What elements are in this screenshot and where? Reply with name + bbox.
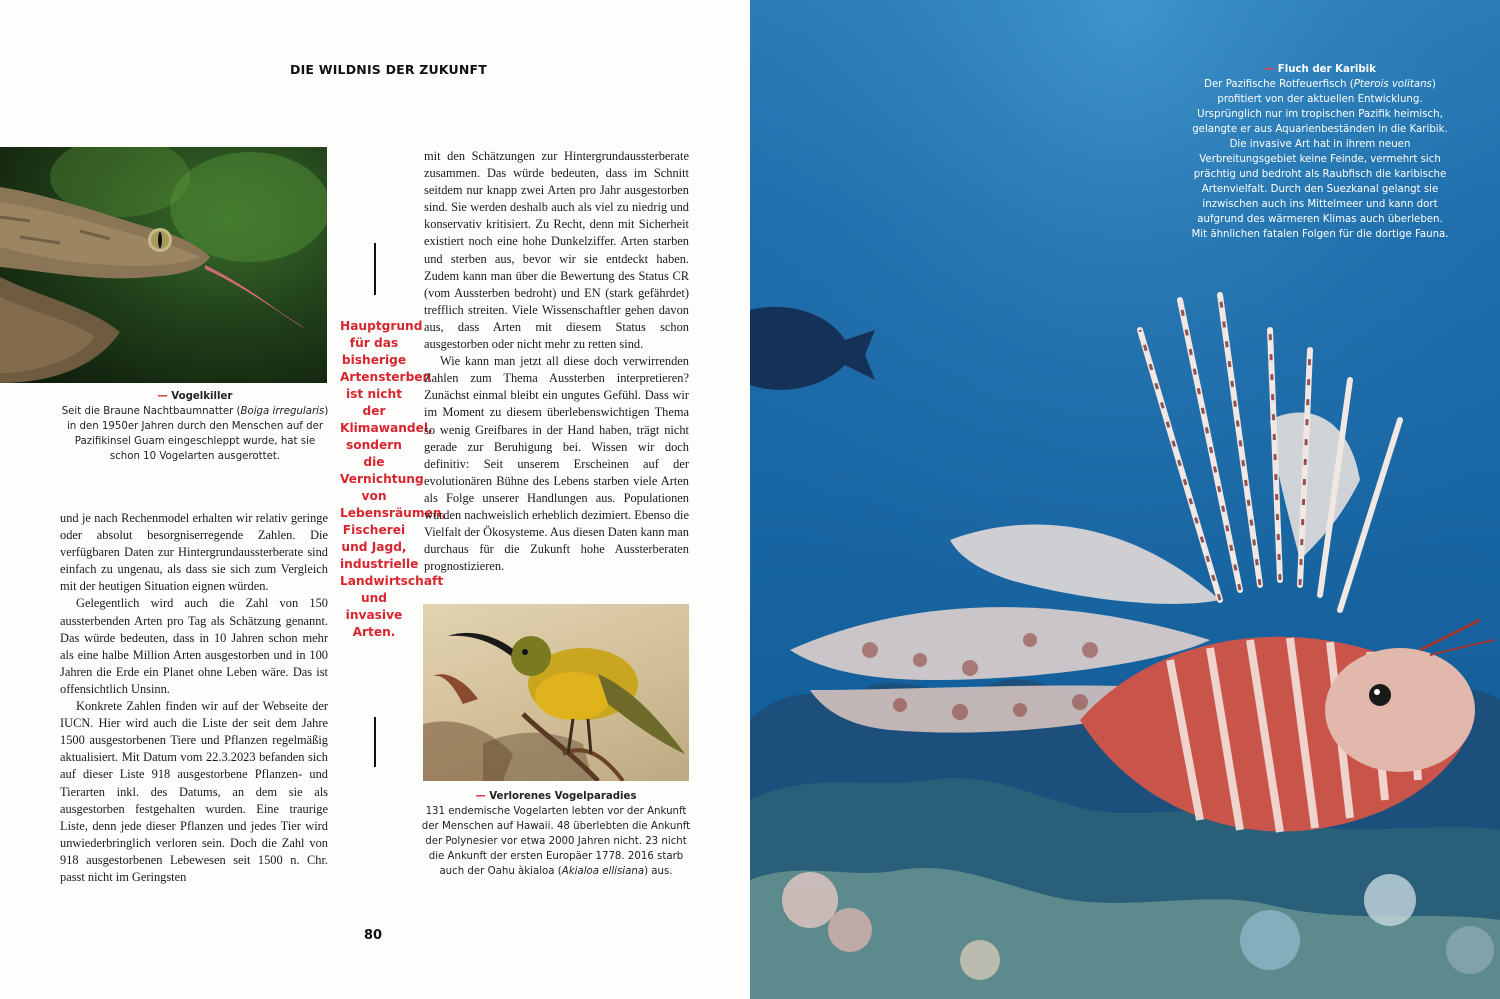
body-paragraph: und je nach Rechenmodel erhalten wir relativ geringe oder absolut besorgniserregende Zahlen. Die verfügbaren Daten zur Hintergrundaussterberate sind einfach zu ungenau, als dass sie sich zum Vergleich mit der heutigen Situation eignen würden. (60, 511, 328, 594)
bird-illustration (423, 604, 689, 781)
lionfish-caption (1188, 62, 1452, 242)
snake-caption-dash: — (157, 391, 168, 402)
snake-caption-species: Boiga irregularis (240, 406, 325, 417)
body-paragraph: mit den Schätzungen zur Hintergrundaussterberate zusammen. Das würde bedeuten, dass im Schnitt seitdem nur knapp zwei Arten pro Jahr ausgestorben sind. Sie werden deshalb auch als viel zu niedrig und konservativ kritisiert. Zu Recht, denn mit Sicherheit existiert noch eine hohe Dunkelziffer. Arten starben und sterben aus, bevor wir sie entdeckt haben. Zudem kann man über die Bewertung des Status CR (vom Aussterben bedroht) und EN (stark gefährdet) trefflich streiten. Viele Wissenschaftler gehen davon aus, dass Arten mit diesem Status schon ausgestorben oder nicht mehr zu retten sind. (424, 149, 689, 352)
body-column-right (424, 148, 689, 575)
lionfish-caption-heading (1188, 62, 1452, 77)
bird-photo (423, 604, 689, 781)
bird-caption-title: Verlorenes Vogelparadies (489, 791, 637, 802)
body-paragraph: Konkrete Zahlen finden wir auf der Webseite der IUCN. Hier wird auch die Liste der seit dem Jahre 1500 ausgestorbenen Tiere und Pflanzen regelmäßig aktualisiert. Mit Datum vom 22.3.2023 befanden sich auf dieser Liste 918 ausgestorbene Pflanzen- und Tierarten inkl. des Datums, an dem sie als ausgestorben festgehalten wurden. Eine traurige Liste, denn jede dieser Pflanzen und jedes Tier wird unwiederbringlich verloren sein. Doch die Zahl von 918 ausgestorbenen Lebewesen seit 1500 n. Chr. passt nicht im Geringsten (60, 699, 328, 884)
lionfish-caption-species: Pterois volitans (1353, 79, 1432, 90)
bird-caption (418, 789, 694, 879)
pull-quote-rule-bottom (374, 717, 376, 767)
body-paragraph: Wie kann man jetzt all diese doch verwirrenden Zahlen zum Thema Aussterben interpretieren? Zunächst einmal bleibt ein ungutes Gefühl. Dass wir im Moment zu diesem überlebenswichtigen Thema so wenig Greifbares in der Hand haben, trägt nicht gerade zur Beruhigung bei. Wissen wir doch definitiv: Seit unserem Erscheinen auf der evolutionären Bühne des Lebens starben viele Arten als Folge unserer Handlungen aus. Populationen wurden nachweislich erheblich dezimiert. Ebenso die Vielfalt der Ökosysteme. Aus diesen Daten kann man durchaus für die Zukunft hohe Aussterberaten prognostizieren. (424, 354, 689, 574)
snake-caption (60, 389, 330, 464)
lionfish-caption-title: Fluch der Karibik (1277, 64, 1376, 75)
snake-caption-text-end: ) in den 1950er Jahren durch den Menschen auf der Pazifikinsel Guam eingeschleppt wurde, hat sie schon 10 Vogelarten ausgerottet. (66, 406, 329, 462)
running-head: DIE WILDNIS DER ZUKUNFT (290, 62, 488, 77)
lionfish-caption-text: Der Pazifische Rotfeuerfisch ( (1204, 79, 1354, 90)
lionfish-caption-text-end: ) profitiert von der aktuellen Entwicklung. Ursprünglich nur im tropischen Pazifik heimisch, gelangte er aus Aquarienbeständen in die Karibik. Die invasive Art hat in ihrem neuen Verbreitungsgebiet keine Feinde, vermehrt sich prächtig und bedroht als Raubfisch die karibische Artenvielfalt. Durch den Suezkanal gelangt sie inzwischen auch ins Mittelmeer und kann dort aufgrund des wärmeren Klimas auch überleben. Mit ähnlichen fatalen Folgen für die dortige Fauna. (1191, 79, 1449, 240)
lionfish-caption-dash: — (1264, 64, 1275, 75)
pull-quote-rule-top (374, 243, 376, 295)
snake-photo (0, 147, 327, 383)
snake-illustration (0, 147, 327, 383)
bird-caption-text-end: ) aus. (644, 866, 673, 877)
snake-caption-title: Vogelkiller (171, 391, 233, 402)
snake-caption-heading (60, 389, 330, 404)
snake-caption-text: Seit die Braune Nachtbaumnatter ( (61, 406, 241, 417)
bird-caption-text: 131 endemische Vogelarten lebten vor der Ankunft der Menschen auf Hawaii. 48 überlebten die Ankunft der Polynesier vor etwa 2000 Jahren nicht. 23 nicht die Ankunft der ersten Europäer 1778. 2016 starb auch der Oahu àkialoa ( (421, 806, 691, 877)
bird-caption-species: Akialoa ellisiana (561, 866, 645, 877)
page-number: 80 (364, 928, 383, 943)
body-column-left (60, 510, 328, 886)
bird-caption-heading (418, 789, 694, 804)
bird-caption-dash: — (475, 791, 486, 802)
body-paragraph: Gelegentlich wird auch die Zahl von 150 aussterbenden Arten pro Tag als Schätzung genannt. Das würde bedeuten, dass in 10 Jahren schon mehr als eine halbe Million Arten ausgestorben und in 100 Jahren die Erde ein Planet ohne Leben wäre. Das ist offensichtlich Unsinn. (60, 596, 328, 696)
lionfish-photo (750, 0, 1500, 999)
pull-quote: Hauptgrund für das bisherige Artensterben ist nicht der Klimawandel, sondern die Vernichtung von Lebensräumen, Fischerei und Jagd, industrielle Landwirtschaft und invasive Arten. (340, 319, 447, 639)
